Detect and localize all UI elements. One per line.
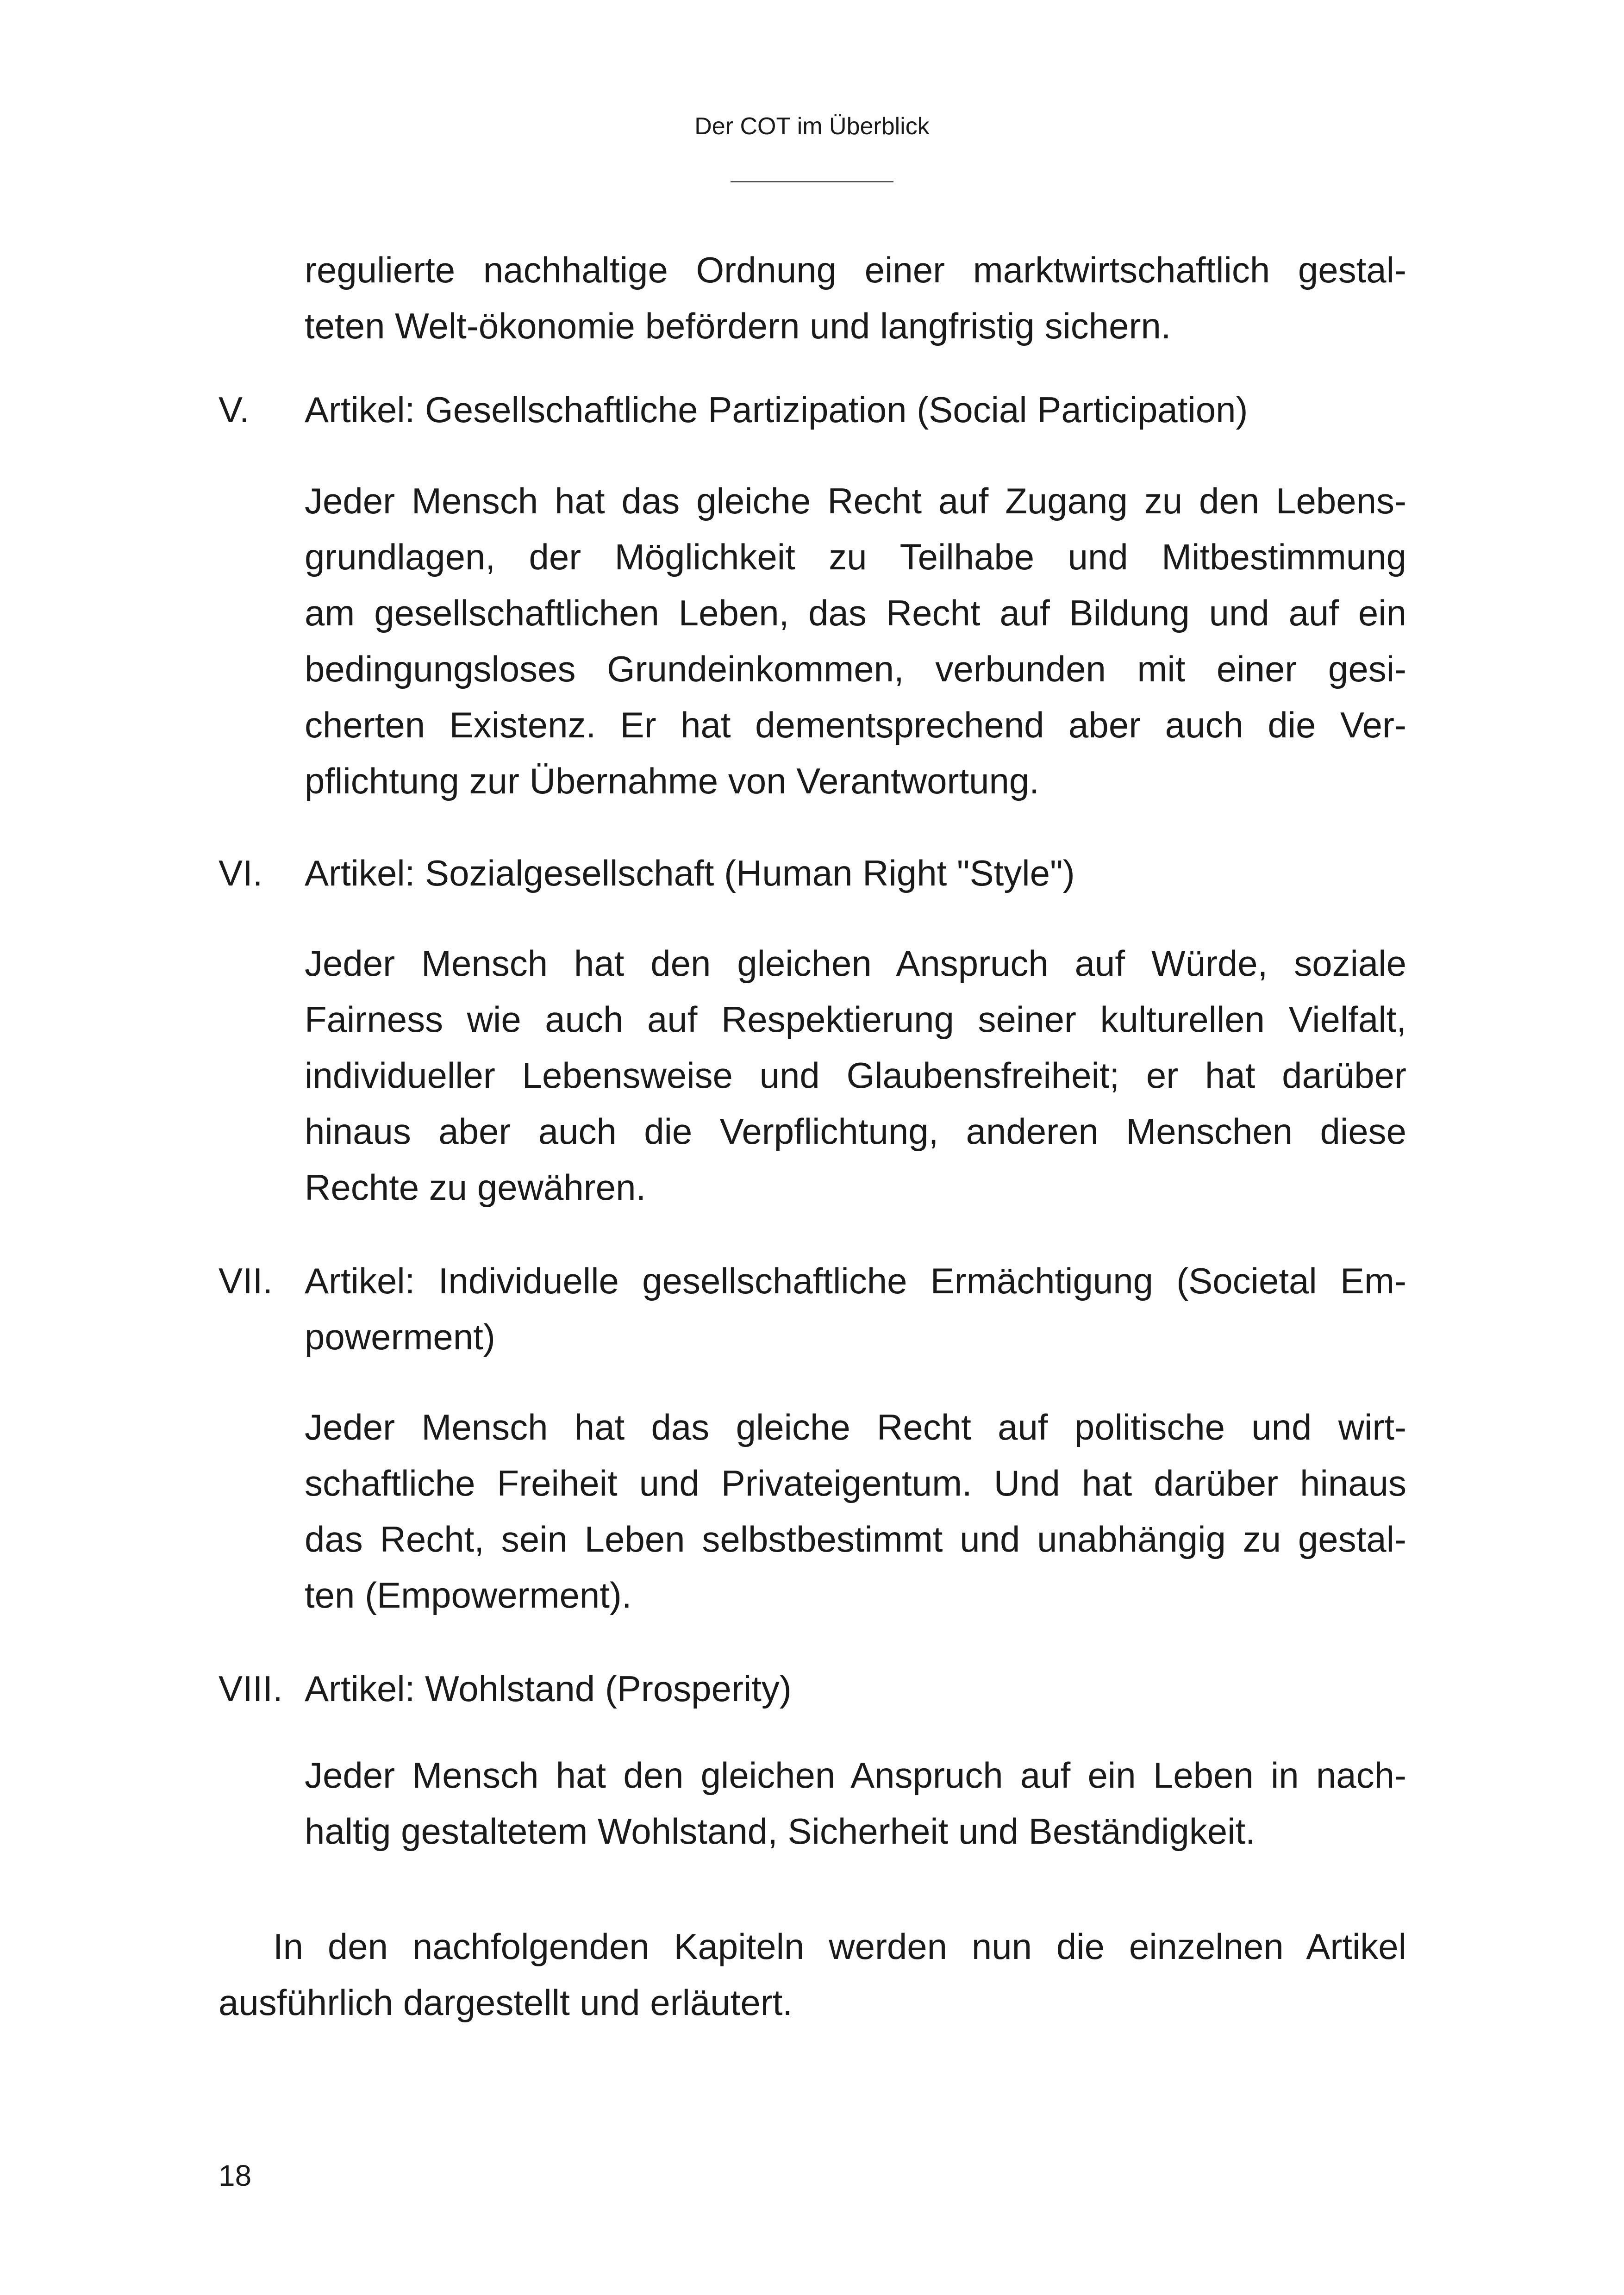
text-line: Jeder Mensch hat das gleiche Recht auf politische und wirt- <box>305 1407 1406 1447</box>
text-line: Jeder Mensch hat den gleichen Anspruch auf Würde, soziale <box>305 943 1406 984</box>
page-number: 18 <box>219 2159 252 2192</box>
text-line: haltig gestaltetem Wohlstand, Sicherheit und Beständigkeit. <box>305 1811 1255 1852</box>
article-title <box>305 1253 1406 1365</box>
text-line: Jeder Mensch hat das gleiche Recht auf Zugang zu den Lebens- <box>305 480 1406 521</box>
article-body <box>305 935 1406 1216</box>
text-line: grundlagen, der Möglichkeit zu Teilhabe und Mitbestimmung <box>305 536 1406 577</box>
closing-paragraph <box>219 1919 1406 2031</box>
header-rule <box>731 181 893 182</box>
text-line: das Recht, sein Leben selbstbestimmt und unabhängig zu gestal- <box>305 1519 1406 1559</box>
article-body <box>305 473 1406 809</box>
article-title <box>305 845 1406 901</box>
text-line: In den nachfolgenden Kapiteln werden nun die einzelnen Artikel <box>273 1926 1406 1967</box>
continuation-paragraph <box>305 242 1406 354</box>
text-line: individueller Lebensweise und Glaubensfreiheit; er hat darüber <box>305 1055 1406 1096</box>
article-numeral: VIII. <box>219 1668 283 1709</box>
text-line: Fairness wie auch auf Respektierung seiner kulturellen Vielfalt, <box>305 999 1406 1040</box>
text-line: Rechte zu gewähren. <box>305 1167 646 1208</box>
article-title <box>305 382 1406 438</box>
text-line: schaftliche Freiheit und Privateigentum. Und hat darüber hinaus <box>305 1463 1406 1503</box>
text-line: teten Welt-ökonomie befördern und langfristig sichern. <box>305 306 1171 346</box>
article-title <box>305 1661 1406 1717</box>
article-title-line: Artikel: Individuelle gesellschaftliche Ermächtigung (Societal Em- <box>305 1260 1406 1301</box>
text-line: ten (Empowerment). <box>305 1575 632 1615</box>
text-line: pflichtung zur Übernahme von Verantwortung. <box>305 761 1039 801</box>
running-header: Der COT im Überblick <box>694 113 930 140</box>
text-line: Jeder Mensch hat den gleichen Anspruch auf ein Leben in nach- <box>305 1755 1406 1796</box>
article-body <box>305 1399 1406 1623</box>
text-line: ausführlich dargestellt und erläutert. <box>219 1982 793 2023</box>
article-title-line: Artikel: Wohlstand (Prosperity) <box>305 1668 792 1709</box>
article-numeral: VII. <box>219 1260 273 1301</box>
text-line: hinaus aber auch die Verpflichtung, anderen Menschen diese <box>305 1111 1406 1152</box>
text-line: regulierte nachhaltige Ordnung einer marktwirtschaftlich gestal- <box>305 249 1406 290</box>
article-numeral: V. <box>219 389 250 430</box>
text-line: bedingungsloses Grundeinkommen, verbunden mit einer gesi- <box>305 649 1406 689</box>
text-line: am gesellschaftlichen Leben, das Recht auf Bildung und auf ein <box>305 592 1406 633</box>
article-numeral: VI. <box>219 853 263 893</box>
article-title-line: Artikel: Gesellschaftliche Partizipation (Social Participation) <box>305 389 1248 430</box>
article-title-line: Artikel: Sozialgesellschaft (Human Right "Style") <box>305 853 1075 893</box>
article-title-line: powerment) <box>305 1316 495 1357</box>
article-body <box>305 1747 1406 1859</box>
text-line: cherten Existenz. Er hat dementsprechend aber auch die Ver- <box>305 705 1406 745</box>
